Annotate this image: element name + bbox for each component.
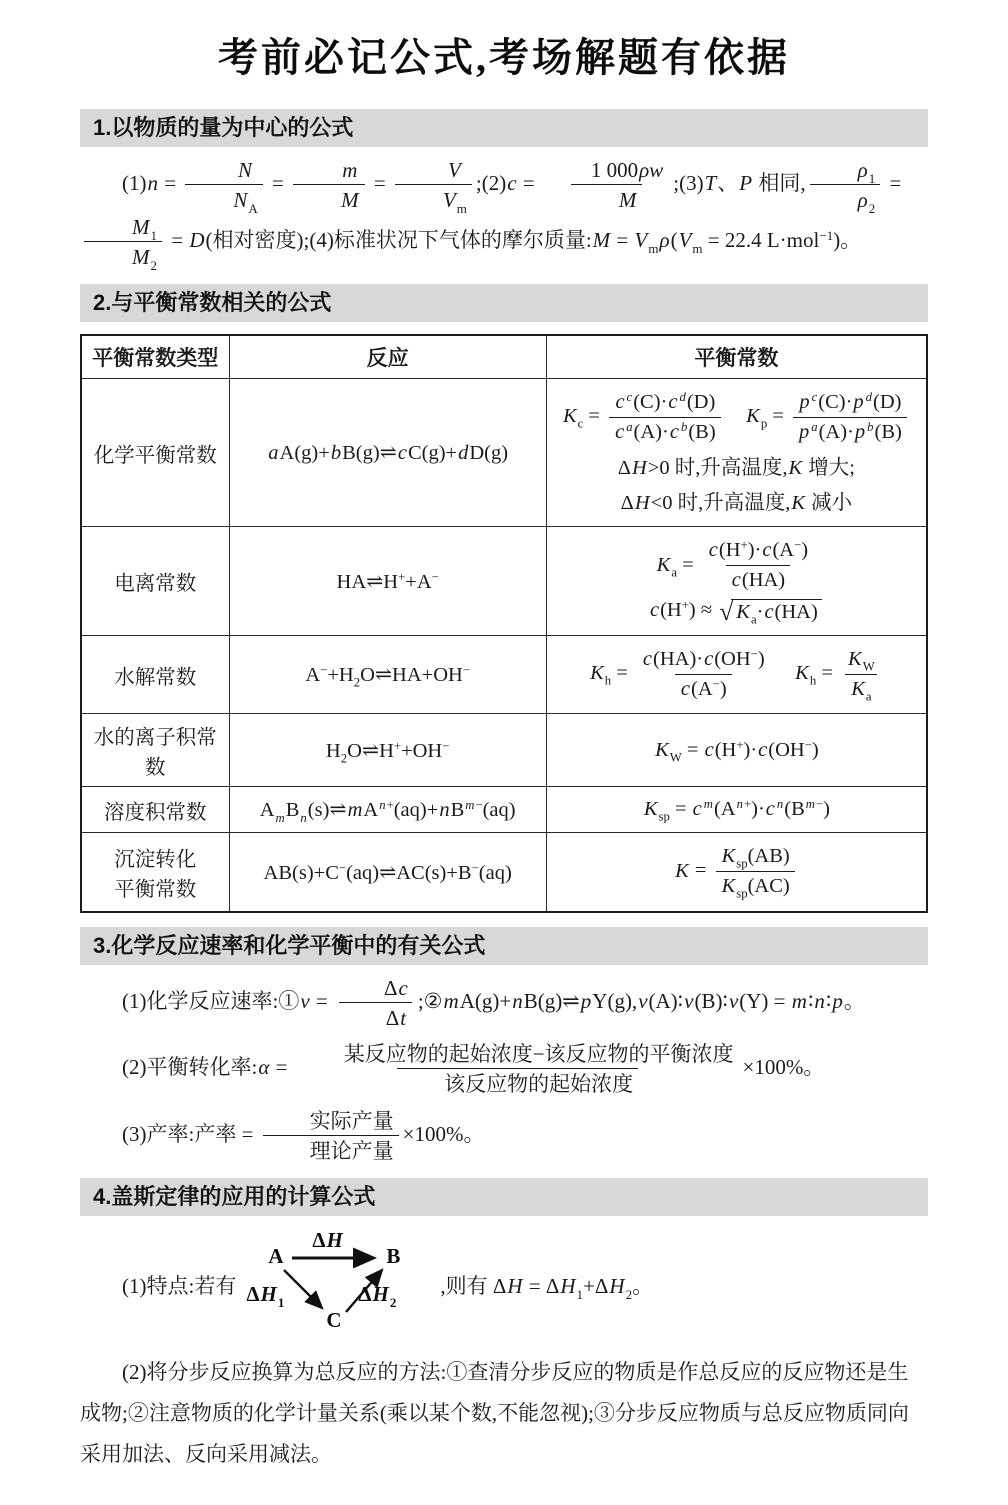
constant-cell	[546, 379, 927, 527]
page-title: 考前必记公式,考场解题有依据	[218, 35, 790, 80]
type-cell	[81, 833, 229, 912]
table-row-water-ion-product	[81, 714, 927, 787]
conversion-rate-formula: (2)平衡转化率:α = $\frac{\text{某反应物的起始浓度−该反应物的平衡浓度}}{\text{该反应物的起始浓度}}$ ×100%。	[122, 1042, 825, 1097]
constant-line: $K_W = c(H^+)\cdot c(OH^-)$	[655, 737, 819, 765]
node-b-label: B	[386, 1244, 401, 1269]
hess-triangle-diagram	[240, 1228, 436, 1338]
type-line: 平衡常数	[114, 879, 197, 901]
constant-line: c(H+) ≈ √ $K_a\cdot c(HA)$	[551, 599, 922, 625]
hess-intro-text: (1)特点:若有	[122, 1274, 237, 1299]
reaction-cell: $A_mB_n(s)\rightleftharpoons mA^{n+}(aq)+nB^{m-}(aq)$	[229, 787, 546, 833]
node-c-label: C	[326, 1308, 342, 1333]
section2-heading: 2.与平衡常数相关的公式	[80, 284, 928, 322]
yield-formula: (3)产率:产率 = $\frac{\text{实际产量}}{\text{理论产量}}$ ×100%。	[122, 1108, 485, 1163]
table-row-chemical-equilibrium	[81, 379, 927, 527]
stepwise-reaction-paragraph: (2)将分步反应换算为总反应的方法:①查清分步反应的物质是作总反应的反应物还是生成物;②注意物质的化学计量关系(乘以某个数,不能忽视);③分步反应物质与总反应物质同向采用加法、反向采用减法。	[80, 1360, 909, 1466]
header-constant: 平衡常数	[546, 335, 927, 379]
mole-formulas-paragraph: (1)n = $\frac{N}{N_A}$ = $\frac{m}{M}$ = $\frac{V}{V_m}$ ;(2)c = $\frac{1 000\rho w}{M}$ ;(3)T、P 相同, $\frac{\rho_1}{\rho_2}$ = $\frac{M_1}{M_2}$ = D(相对密度);(4)标准状况下气体的摩尔质量:M = $V_m\rho(V_m = 22.4$ L·mol$^{-1}$)。	[80, 157, 928, 270]
table-row-hydrolysis	[81, 636, 927, 714]
constant-cell	[546, 833, 927, 912]
equilibrium-constants-table	[80, 334, 928, 913]
arrow-a-to-c	[284, 1270, 322, 1308]
reaction-cell: HA⇌H++A−	[229, 527, 546, 636]
table-header-row	[81, 335, 927, 379]
table-row-precipitate-conversion	[81, 833, 927, 912]
hess-law-line	[80, 1228, 928, 1338]
reaction-cell: $H_2O\rightleftharpoons H^++OH^-$	[229, 714, 546, 787]
header-reaction: 反应	[229, 335, 546, 379]
constant-cell	[546, 787, 927, 833]
section3-heading: 3.化学反应速率和化学平衡中的有关公式	[80, 927, 928, 965]
reaction-cell: aA(g)+bB(g)⇌cC(g)+dD(g)	[229, 379, 546, 527]
section4-heading: 4.盖斯定律的应用的计算公式	[80, 1178, 928, 1216]
constant-cell	[546, 714, 927, 787]
delta-h2-label: $\Delta H_2$	[358, 1282, 397, 1310]
delta-h-label: ΔH	[312, 1228, 343, 1253]
type-cell: 化学平衡常数	[81, 379, 229, 527]
type-line: 沉淀转化	[114, 849, 197, 871]
constant-line: $K_a$ = $\frac{c(H^+)\cdot c(A^-)}{c(HA)}$	[551, 538, 922, 593]
table-row-solubility-product	[81, 787, 927, 833]
header-constant-type: 平衡常数类型	[81, 335, 229, 379]
type-cell: 水的离子积常数	[81, 714, 229, 787]
table-row-ionization	[81, 527, 927, 636]
constant-line: ΔH<0 时,升高温度,K 减小	[620, 492, 853, 515]
constant-line: $K_{sp} = c$ $^m(A^{n+})\cdot c$ $^n(B^{m-})$	[643, 797, 830, 825]
delta-h1-label: $\Delta H_1$	[246, 1282, 285, 1310]
constant-line: $K_h$ = $\frac{c(HA)\cdot c(OH^-)}{c(A^-)}$ $K_h$ = $\frac{K_W}{K_a}$	[590, 647, 875, 704]
type-cell: 溶度积常数	[81, 787, 229, 833]
constant-line: $K_c$ = $\frac{c ^c(C)\cdot c ^d(D)}{c ^a(A)\cdot c ^b(B)}$ $K_p$ = $\frac{p ^c(C)\cdot p ^d(D)}{p ^a(A)\cdot p ^b(B)}$	[551, 390, 922, 445]
type-cell: 水解常数	[81, 636, 229, 714]
reaction-cell: AB(s)+C−(aq)⇌AC(s)+B−(aq)	[229, 833, 546, 912]
constant-line: ΔH>0 时,升高温度,K 增大;	[617, 457, 855, 480]
section1-heading: 1.以物质的量为中心的公式	[80, 109, 928, 147]
constant-cell	[546, 527, 927, 636]
constant-line: K = $\frac{K_{sp}(AB)}{K_{sp}(AC)}$	[551, 844, 922, 899]
hess-result-text: ,则有 $\Delta H = \Delta H_1+\Delta H_2$。	[440, 1274, 654, 1302]
node-a-label: A	[268, 1244, 284, 1269]
type-cell: 电离常数	[81, 527, 229, 636]
reaction-rate-formula: (1)化学反应速率:①v = $\frac{\Delta c}{\Delta t}$ ;②mA(g)+nB(g)⇌pY(g),v(A)∶v(B)∶v(Y) = m∶n∶p。	[122, 975, 865, 1030]
reaction-cell: $A^-+H_2O\rightleftharpoons HA+OH^-$	[229, 636, 546, 714]
constant-cell	[546, 636, 927, 714]
